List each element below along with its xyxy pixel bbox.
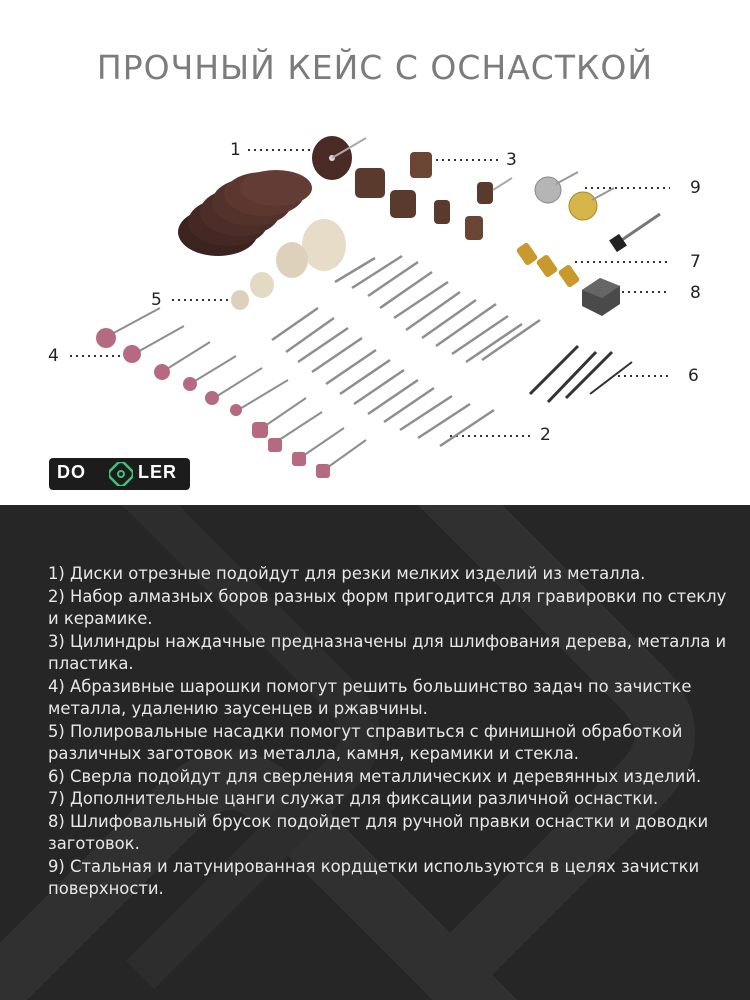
feature-item: 3) Цилиндры наждачные предназначены для шлифования дерева, металла и пластика. bbox=[48, 631, 727, 673]
callout-6: 6 bbox=[688, 366, 699, 386]
feature-list bbox=[48, 563, 738, 901]
description-panel bbox=[0, 505, 750, 1000]
feature-item: 4) Абразивные шарошки помогут решить большинство задач по зачистке металла, удалению заусенцев и ржавчины. bbox=[48, 676, 692, 718]
sharpening-stone bbox=[582, 278, 620, 316]
brand-logo bbox=[49, 458, 190, 490]
callout-3: 3 bbox=[506, 150, 517, 170]
feature-item: 7) Дополнительные цанги служат для фиксации различной оснастки. bbox=[48, 789, 659, 808]
feature-item: 8) Шлифовальный брусок подойдет для ручной правки оснастки и доводки заготовок. bbox=[48, 811, 709, 853]
collets bbox=[516, 242, 581, 288]
callout-4: 4 bbox=[48, 346, 59, 366]
logo-text-right: LER bbox=[138, 462, 177, 482]
feature-item: 6) Сверла подойдут для сверления металлических и деревянных изделий. bbox=[48, 766, 702, 786]
feature-item: 2) Набор алмазных боров разных форм пригодится для гравировки по стеклу и керамике. bbox=[48, 586, 727, 628]
callout-9: 9 bbox=[690, 178, 701, 198]
callout-5: 5 bbox=[151, 290, 162, 310]
callout-8: 8 bbox=[690, 283, 701, 303]
grinding-stones bbox=[96, 308, 366, 478]
feature-item: 9) Стальная и латунированная кордщетки используются в целях зачистки поверхности. bbox=[48, 856, 700, 898]
wire-brushes bbox=[535, 172, 660, 252]
callout-7: 7 bbox=[690, 252, 701, 272]
callout-1: 1 bbox=[230, 140, 241, 160]
drill-bits bbox=[530, 346, 632, 402]
logo-text-left: DO bbox=[57, 462, 86, 482]
feature-item: 1) Диски отрезные подойдут для резки мелких изделий из металла. bbox=[48, 564, 646, 583]
feature-item: 5) Полировальные насадки помогут справиться с финишной обработкой различных заготовок из металла, камня, керамики и стекла. bbox=[48, 721, 683, 763]
logo-mark-icon bbox=[109, 462, 133, 486]
callout-2: 2 bbox=[540, 425, 551, 445]
page-title: ПРОЧНЫЙ КЕЙС С ОСНАСТКОЙ bbox=[96, 48, 654, 87]
sanding-cylinders bbox=[355, 152, 512, 240]
